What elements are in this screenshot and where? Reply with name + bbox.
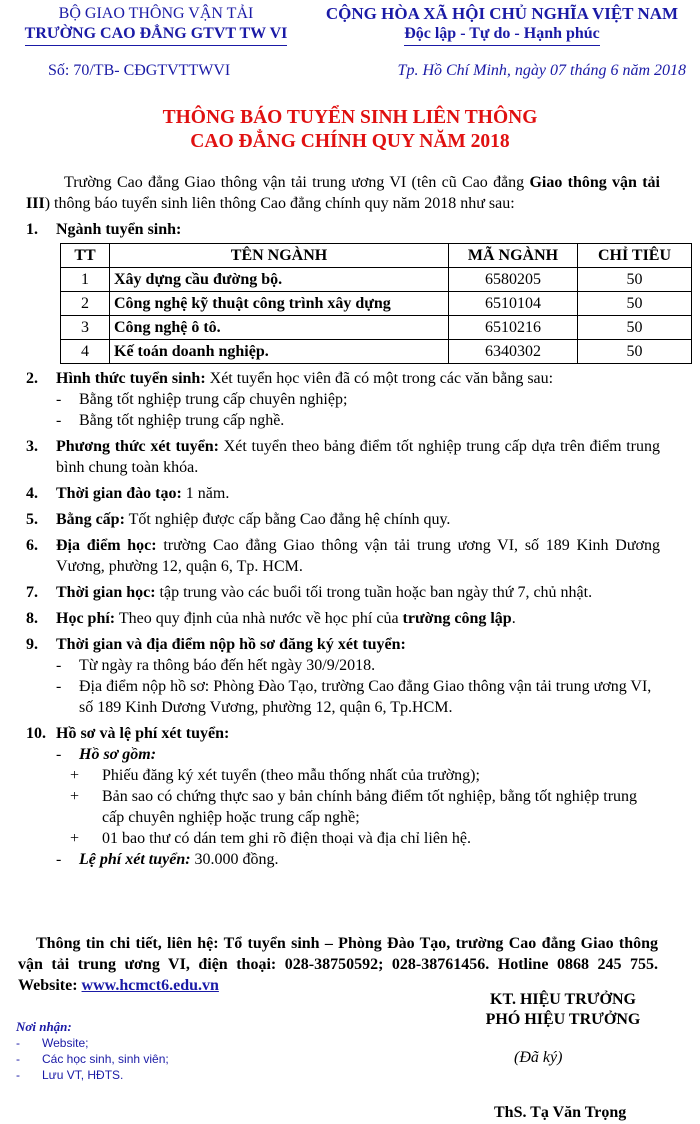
list-item: + Phiếu đăng ký xét tuyển (theo mẫu thống nhất của trường); [26, 765, 660, 786]
website-link[interactable]: www.hcmct6.edu.vn [81, 977, 219, 994]
fee-value: 30.000 đồng. [190, 851, 279, 868]
list-item [26, 744, 660, 765]
section-text: Xét tuyển theo bảng điểm tốt nghiệp trung cấp dựa trên điểm trung bình chung toàn khóa. [56, 438, 660, 476]
section-text: trường Cao đẳng Giao thông vận tải trung ương VI, số 189 Kinh Dương Vương, phường 12, quận 6, Tp. HCM. [56, 537, 660, 575]
cell-tt: 2 [61, 292, 110, 316]
table-row [61, 340, 692, 364]
section-4 [26, 483, 660, 504]
list-item: + Bản sao có chứng thực sao y bản chính bảng điểm tốt nghiệp, bằng tốt nghiệp trung cấp chuyên nghiệp hoặc trung cấp nghề; [26, 786, 660, 828]
section-label: Bằng cấp: [56, 511, 125, 528]
section-9 [26, 634, 660, 655]
signed-note: (Đã ký) [514, 1049, 563, 1066]
cell-code: 6510216 [449, 316, 578, 340]
issuer-block [6, 4, 306, 46]
intro-paragraph [26, 172, 660, 214]
cell-quota: 50 [578, 316, 692, 340]
section-8 [26, 608, 660, 629]
section-label: Thời gian học: [56, 584, 156, 601]
list-item: - Từ ngày ra thông báo đến hết ngày 30/9/2018. [26, 655, 660, 676]
section-1 [26, 219, 660, 240]
section-text: Theo quy định của nhà nước về học phí của [115, 610, 403, 627]
section-label: Ngành tuyển sinh: [56, 221, 182, 238]
list-item: - Bằng tốt nghiệp trung cấp chuyên nghiệp; [26, 389, 660, 410]
ministry-name: BỘ GIAO THÔNG VẬN TẢI [58, 5, 254, 22]
table-header-row [61, 244, 692, 268]
section-7 [26, 582, 660, 603]
section-number: 10. [26, 725, 46, 742]
cell-tt: 4 [61, 340, 110, 364]
section-label: Phương thức xét tuyển: [56, 438, 219, 455]
section-number: 4. [26, 485, 38, 502]
section-number: 7. [26, 584, 38, 601]
col-header-tt: TT [61, 244, 110, 268]
cell-tt: 3 [61, 316, 110, 340]
list-item: + 01 bao thư có dán tem ghi rõ điện thoại và địa chỉ liên hệ. [26, 828, 660, 849]
cell-name: Công nghệ kỹ thuật công trình xây dựng [110, 292, 449, 316]
fee-label: Lệ phí xét tuyển: [79, 851, 191, 868]
col-header-code: MÃ NGÀNH [449, 244, 578, 268]
intro-text-1: Trường Cao đẳng Giao thông vận tải trung ương VI (tên cũ Cao đẳng [64, 174, 530, 191]
cell-quota: 50 [578, 268, 692, 292]
section-text: Xét tuyển học viên đã có một trong các văn bằng sau: [205, 370, 554, 387]
table-row [61, 316, 692, 340]
section-bold-text: trường công lập [402, 610, 512, 627]
section-number: 3. [26, 438, 38, 455]
list-item: - Lưu VT, HĐTS. [16, 1067, 169, 1083]
signature-title-2: PHÓ HIỆU TRƯỞNG [485, 1011, 641, 1028]
col-header-quota: CHỈ TIÊU [578, 244, 692, 268]
section-number: 6. [26, 537, 38, 554]
table-row [61, 292, 692, 316]
section-6 [26, 535, 660, 577]
section-number: 2. [26, 370, 38, 387]
list-item: - Các học sinh, sinh viên; [16, 1051, 169, 1067]
section-label: Thời gian và địa điểm nộp hồ sơ đăng ký xét tuyển: [56, 636, 406, 653]
section-label: Địa điểm học: [56, 537, 157, 554]
section-number: 5. [26, 511, 38, 528]
table-row [61, 268, 692, 292]
signature-title-1: KT. HIỆU TRƯỞNG [490, 991, 636, 1008]
cell-name: Công nghệ ô tô. [110, 316, 449, 340]
programs-table [60, 243, 692, 364]
cell-tt: 1 [61, 268, 110, 292]
section-text: 1 năm. [181, 485, 230, 502]
section-label: Hồ sơ và lệ phí xét tuyển: [56, 725, 230, 742]
cell-quota: 50 [578, 340, 692, 364]
cell-name: Xây dựng cầu đường bộ. [110, 268, 449, 292]
contact-text: Thông tin chi tiết, liên hệ: Tổ tuyển sinh – Phòng Đào Tạo, trường Cao đẳng Giao thông vận tải trung ương VI, điện thoại: 028-38750592; 028-38761456. Hotline 0868 245 755. Website: [18, 935, 658, 994]
national-header [310, 4, 694, 46]
signature-block [458, 990, 668, 1030]
republic-name: CỘNG HÒA XÃ HỘI CHỦ NGHĨA VIỆT NAM [325, 4, 679, 23]
title-line-1: THÔNG BÁO TUYỂN SINH LIÊN THÔNG [162, 107, 538, 128]
recipients-block [16, 1019, 169, 1083]
intro-bold: Giao thông vận tải III [26, 174, 660, 212]
section-label: Thời gian đào tạo: [56, 485, 182, 502]
document-body [26, 172, 672, 870]
section-5 [26, 509, 660, 530]
cell-code: 6510104 [449, 292, 578, 316]
section-label: Hình thức tuyển sinh: [56, 370, 206, 387]
document-number: Số: 70/TB- CĐGTVTTWVI [48, 62, 231, 79]
section-label: Học phí: [56, 610, 116, 627]
cell-code: 6580205 [449, 268, 578, 292]
section-text: tập trung vào các buổi tối trong tuần hoặc ban ngày thứ 7, chủ nhật. [155, 584, 593, 601]
cell-quota: 50 [578, 292, 692, 316]
section-2 [26, 368, 660, 389]
section-10 [26, 723, 660, 744]
section-text: Tốt nghiệp được cấp bằng Cao đẳng hệ chính quy. [124, 511, 451, 528]
document-title [0, 106, 700, 154]
national-motto: Độc lập - Tự do - Hạnh phúc [404, 24, 600, 46]
list-item: - Địa điểm nộp hồ sơ: Phòng Đào Tạo, trường Cao đẳng Giao thông vận tải trung ương VI, số 189 Kinh Dương Vương, phường 12, quận 6, Tp.HCM. [26, 676, 660, 718]
dossier-label: Hồ sơ gồm: [79, 746, 157, 763]
title-line-2: CAO ĐẲNG CHÍNH QUY NĂM 2018 [190, 131, 510, 152]
section-end: . [511, 610, 516, 627]
col-header-name: TÊN NGÀNH [110, 244, 449, 268]
document-date: Tp. Hồ Chí Minh, ngày 07 tháng 6 năm 2018 [397, 62, 686, 79]
list-item: - Bằng tốt nghiệp trung cấp nghề. [26, 410, 660, 431]
list-item [26, 849, 660, 870]
section-3 [26, 436, 660, 478]
intro-text-2: ) thông báo tuyển sinh liên thông Cao đẳng chính quy năm 2018 như sau: [44, 195, 515, 212]
recipients-heading: Nơi nhận: [16, 1019, 72, 1034]
signer-name: ThS. Tạ Văn Trọng [494, 1104, 627, 1121]
section-number: 1. [26, 221, 38, 238]
section-number: 8. [26, 610, 38, 627]
contact-info [18, 933, 658, 996]
section-number: 9. [26, 636, 38, 653]
cell-name: Kế toán doanh nghiệp. [110, 340, 449, 364]
cell-code: 6340302 [449, 340, 578, 364]
school-name: TRƯỜNG CAO ĐẲNG GTVT TW VI [25, 24, 288, 46]
list-item: - Website; [16, 1035, 169, 1051]
